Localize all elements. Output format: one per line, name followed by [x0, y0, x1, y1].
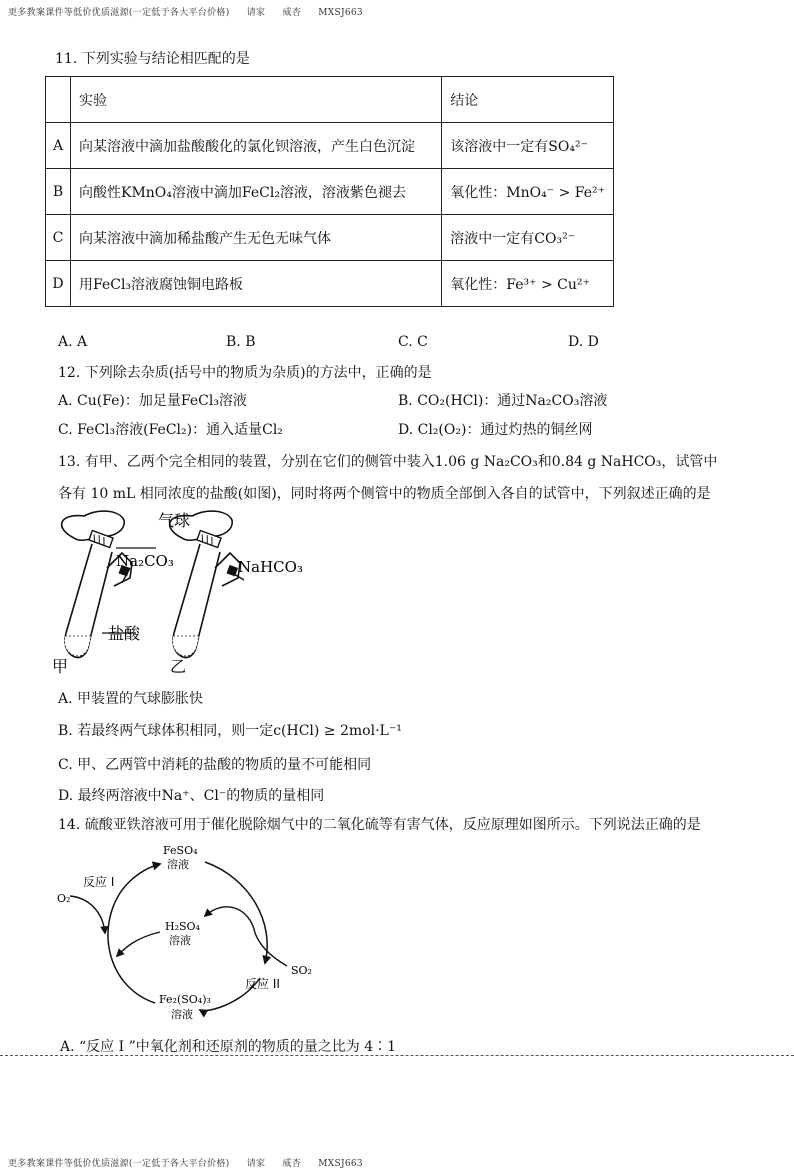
q12-option-a[interactable]: A. Cu(Fe)：加足量FeCl₃溶液 — [58, 393, 247, 409]
row-label: D — [46, 261, 71, 307]
header-text: 更多教案课件等低价优质滋源(一定低于各大平台价格) — [8, 1159, 230, 1169]
label-balloon: 气球 — [158, 511, 191, 530]
q11-option-b[interactable]: B. B — [226, 334, 256, 350]
q11-table — [45, 76, 614, 307]
header-name: 威杏 — [282, 8, 302, 18]
header-contact: 请家 — [246, 1159, 266, 1169]
o2-arrow — [70, 896, 105, 933]
h2so4-arrow — [205, 907, 255, 933]
q11-option-a[interactable]: A. A — [58, 334, 88, 350]
table-row — [46, 169, 614, 215]
table-row — [46, 215, 614, 261]
table-row — [46, 123, 614, 169]
q14-option-a[interactable]: A. “反应 I ”中氧化剂和还原剂的物质的量之比为 4∶1 — [60, 1039, 397, 1055]
h2so4-to-left — [117, 932, 160, 956]
label-reaction1: 反应 I — [83, 875, 115, 889]
table-header-exp: 实验 — [71, 77, 442, 123]
label-h2so4-solution: 溶液 — [169, 934, 191, 947]
row-res: 氧化性：Fe³⁺ > Cu²⁺ — [442, 261, 614, 307]
q13-option-c[interactable]: C. 甲、乙两管中消耗的盐酸的物质的量不可能相同 — [58, 757, 372, 773]
header-text: 更多教案课件等低价优质滋源(一定低于各大平台价格) — [8, 8, 230, 18]
label-o2: O₂ — [57, 892, 71, 905]
row-label: A — [46, 123, 71, 169]
header-code: MXSJ663 — [318, 8, 363, 18]
q11-stem: 11. 下列实验与结论相匹配的是 — [55, 51, 250, 67]
q13-apparatus-figure — [44, 508, 344, 678]
q14-cycle-figure — [55, 838, 325, 1028]
q13-option-d[interactable]: D. 最终两溶液中Na⁺、Cl⁻的物质的量相同 — [58, 788, 325, 804]
label-na2co3: Na₂CO₃ — [116, 552, 174, 570]
row-res: 该溶液中一定有SO₄²⁻ — [442, 123, 614, 169]
q13-option-b[interactable]: B. 若最终两气球体积相同，则一定c(HCl) ≥ 2mol·L⁻¹ — [58, 723, 402, 739]
q11-option-c[interactable]: C. C — [398, 334, 428, 350]
arc-top-right — [205, 862, 267, 963]
row-exp: 向某溶液中滴加稀盐酸产生无色无味气体 — [71, 215, 442, 261]
page-header-bottom — [8, 1156, 377, 1169]
row-label: B — [46, 169, 71, 215]
label-acid: 盐酸 — [108, 624, 141, 643]
q12-option-d[interactable]: D. Cl₂(O₂)：通过灼热的铜丝网 — [398, 422, 593, 438]
q13-stem-line1: 13. 有甲、乙两个完全相同的装置，分别在它们的侧管中装入1.06 g Na₂CO₃和0.84 g NaHCO₃，试管中 — [58, 454, 718, 470]
page-divider — [0, 1055, 794, 1056]
q13-stem-line2: 各有 10 mL 相同浓度的盐酸(如图)，同时将两个侧管中的物质全部倒入各自的试管中，下列叙述正确的是 — [58, 486, 711, 502]
label-jia: 甲 — [52, 657, 69, 676]
label-feso4: FeSO₄ — [163, 844, 198, 857]
q13-option-a[interactable]: A. 甲装置的气球膨胀快 — [58, 691, 204, 707]
table-row — [46, 261, 614, 307]
label-fe2so43-solution: 溶液 — [171, 1008, 193, 1021]
label-feso4-solution: 溶液 — [167, 858, 189, 871]
label-yi: 乙 — [170, 657, 187, 676]
page-header-top — [8, 5, 377, 18]
row-res: 氧化性：MnO₄⁻ > Fe²⁺ — [442, 169, 614, 215]
table-header-res: 结论 — [442, 77, 614, 123]
label-reaction2: 反应 II — [245, 977, 280, 991]
table-header-row — [46, 77, 614, 123]
row-exp: 向酸性KMnO₄溶液中滴加FeCl₂溶液，溶液紫色褪去 — [71, 169, 442, 215]
q14-stem: 14. 硫酸亚铁溶液可用于催化脱除烟气中的二氧化硫等有害气体，反应原理如图所示。下列说法正确的是 — [58, 817, 701, 833]
q11-option-d[interactable]: D. D — [568, 334, 599, 350]
row-exp: 向某溶液中滴加盐酸酸化的氯化钡溶液，产生白色沉淀 — [71, 123, 442, 169]
q12-option-c[interactable]: C. FeCl₃溶液(FeCl₂)：通入适量Cl₂ — [58, 422, 283, 438]
header-contact: 请家 — [246, 8, 266, 18]
label-h2so4: H₂SO₄ — [165, 920, 200, 933]
row-res: 溶液中一定有CO₃²⁻ — [442, 215, 614, 261]
q12-stem: 12. 下列除去杂质(括号中的物质为杂质)的方法中，正确的是 — [58, 365, 432, 381]
apparatus-yi — [170, 511, 240, 657]
so2-arrow — [255, 933, 287, 966]
row-label: C — [46, 215, 71, 261]
row-exp: 用FeCl₃溶液腐蚀铜电路板 — [71, 261, 442, 307]
header-name: 威杏 — [282, 1159, 302, 1169]
q12-option-b[interactable]: B. CO₂(HCl)：通过Na₂CO₃溶液 — [398, 393, 608, 409]
label-fe2so43: Fe₂(SO₄)₃ — [159, 993, 211, 1006]
label-so2: SO₂ — [291, 964, 312, 977]
header-code: MXSJ663 — [318, 1159, 363, 1169]
label-nahco3: NaHCO₃ — [238, 558, 303, 576]
